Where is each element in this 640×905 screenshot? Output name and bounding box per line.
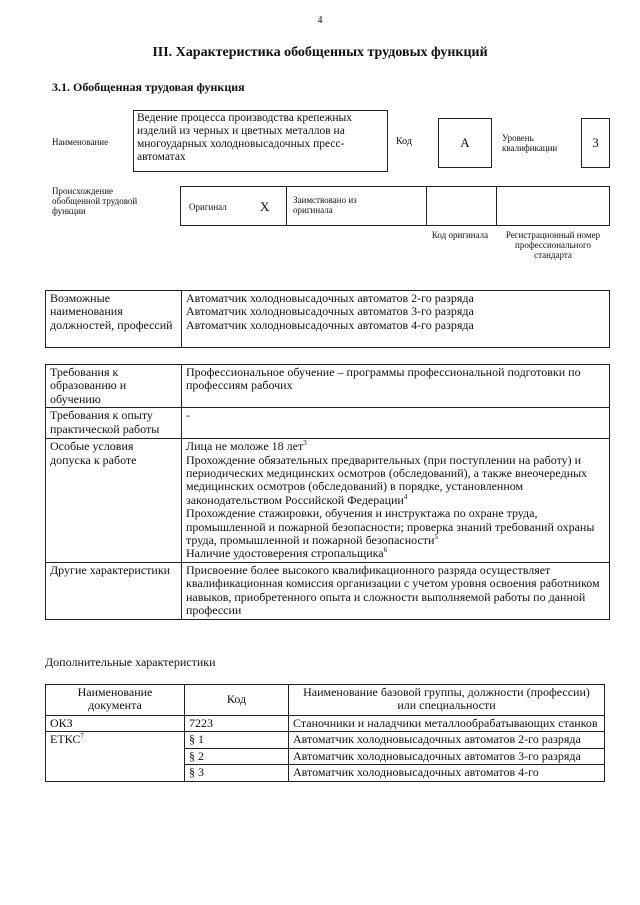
etks-name: Автоматчик холодновысадочных автоматов 2-го разряда [289,732,605,748]
header-document: Наименование документа [46,685,185,716]
code-value: А [460,135,470,150]
origin-label: Происхождение обобщенной трудовой функции [52,186,138,216]
okz-name: Станочники и наладчики металлообрабатывающих станков [289,716,605,732]
position-item: Автоматчик холодновысадочных автоматов 2-го разряда [186,291,474,305]
reg-number-label: Регистрационный номер профессионального стандарта [505,230,601,260]
code-box [438,118,492,168]
header-name: Наименование базовой группы, должности (профессии) или специальности [289,685,605,716]
experience-value: - [182,408,610,439]
etks-doc: ЕТКС$^7$ [46,732,185,781]
position-item: Автоматчик холодновысадочных автоматов 3-го разряда [186,304,474,319]
original-label: Оригинал [189,202,227,212]
level-box [581,118,610,168]
okz-code: 7223 [185,716,289,732]
section-title: III. Характеристика обобщенных трудовых функций [152,45,488,60]
okz-doc: ОКЗ [46,716,185,732]
other-value: Присвоение более высокого квалификационного разряда осуществляет квалификационная комиссия организации с учетом уровня освоения работником навыков, приобретенного опыта и сложности выполняемой работы по данной профессии [182,562,610,619]
function-name-box [133,110,388,172]
positions-table [45,290,610,348]
education-value: Профессиональное обучение – программы профессиональной подготовки по профессиям рабочих [182,365,610,408]
position-item: Автоматчик холодновысадочных автоматов 4-го разряда [186,317,474,332]
positions-values [182,291,610,348]
positions-label: Возможные наименования должностей, профессий [46,291,182,348]
other-label: Другие характеристики [46,562,182,619]
etks-code: § 3 [185,765,289,781]
subsection-title: 3.1. Обобщенная трудовая функция [52,80,245,94]
original-mark: X [260,199,270,214]
origin-divider-2 [426,187,427,225]
page-number: 4 [317,15,323,26]
special-item: Наличие удостоверения стропальщика$^6$ [186,546,388,561]
origin-divider-3 [496,187,497,225]
code-original-label: Код оригинала [431,230,489,240]
etks-name: Автоматчик холодновысадочных автоматов 3-го разряда [289,748,605,764]
footnote-ref: 5 [434,533,438,542]
special-item: Лица не моложе 18 лет$^3$ [186,439,307,454]
education-label: Требования к образованию и обучению [46,365,182,408]
origin-divider-1 [286,187,287,225]
special-label: Особые условия допуска к работе [46,439,182,563]
header-code: Код [185,685,289,716]
etks-code: § 2 [185,748,289,764]
footnote-ref: 4 [403,492,408,501]
level-label: Уровень квалификации [502,133,558,153]
footnote-ref: 3 [303,439,307,448]
additional-title: Дополнительные характеристики [45,655,216,669]
code-label: Код [396,136,412,147]
origin-box [180,186,610,226]
name-label: Наименование [52,137,109,147]
special-item: Прохождение стажировки, обучения и инструктажа по охране труда, промышленной и пожарной безопасности; проверка знаний требований охраны труда, промышленной и пожарной безопасности$^5$ [186,506,595,548]
footnote-ref: 6 [383,546,388,555]
requirements-table [45,364,610,620]
additional-table [45,684,605,782]
level-value: 3 [592,135,599,150]
special-values [182,439,610,563]
etks-name: Автоматчик холодновысадочных автоматов 4-го [289,765,605,781]
footnote-ref: 7 [80,732,84,741]
special-item: Прохождение обязательных предварительных (при поступлении на работу) и периодических медицинских осмотров (обследований), а также внеочередных медицинских осмотров (обследований) в порядке, установленном законодательством Российской Федерации$^4$ [186,452,588,507]
etks-code: § 1 [185,732,289,748]
function-name-value: Ведение процесса производства крепежных изделий из черных и цветных металлов на многоударных холодновысадочных пресс-автоматах [137,112,353,163]
borrowed-label: Заимствовано из оригинала [293,195,357,215]
experience-label: Требования к опыту практической работы [46,408,182,439]
